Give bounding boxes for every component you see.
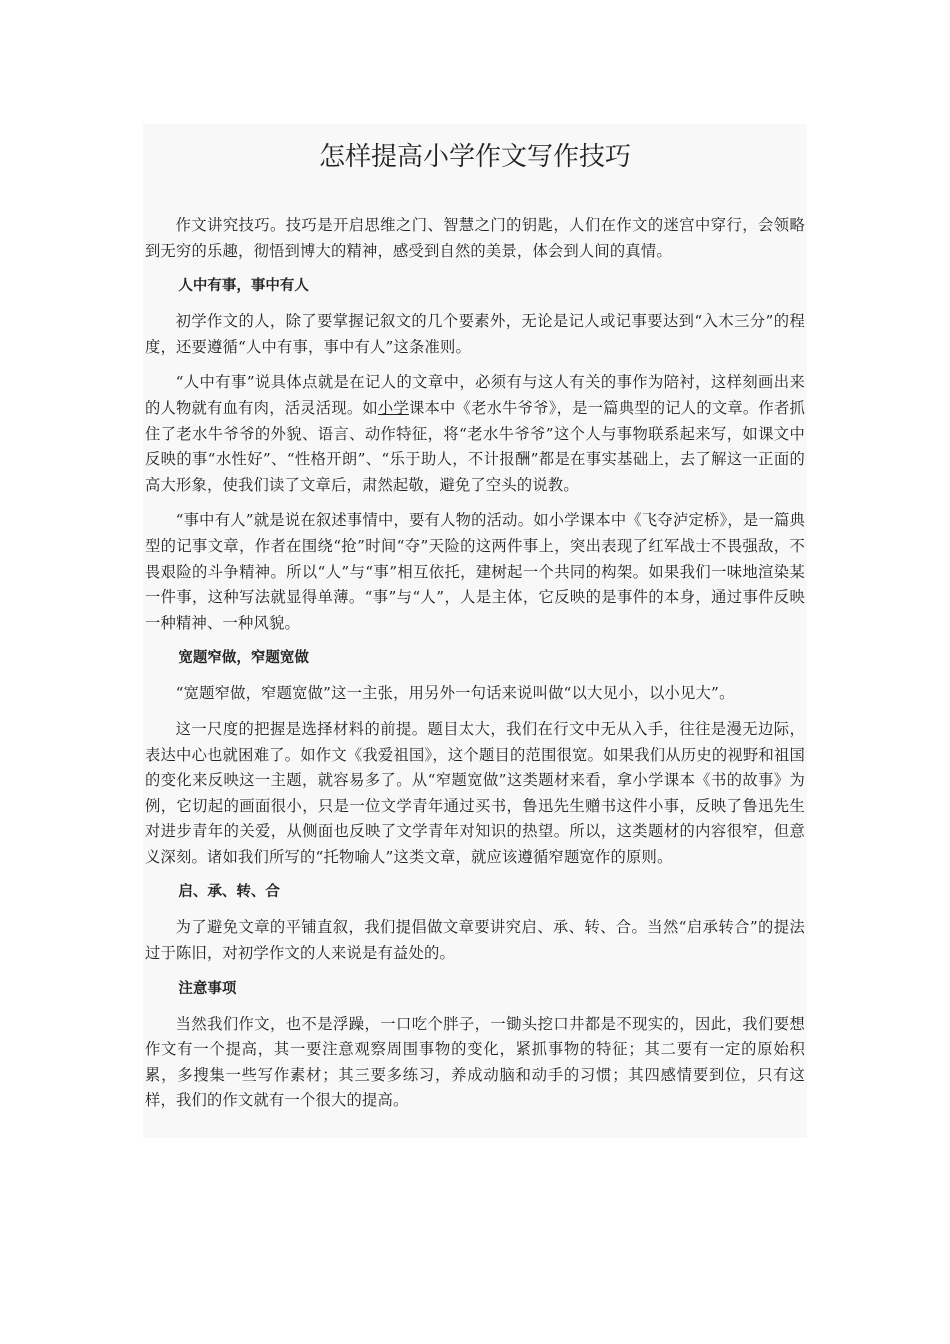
paragraph: 这一尺度的把握是选择材料的前提。题目太大，我们在行文中无从入手，往往是漫无边际，表达中心也就困难了。如作文《我爱祖国》，这个题目的范围很宽。如果我们从历史的视野和祖国的变化来反映这一主题，就容易多了。从“窄题宽做”这类题材来看，拿小学课本《书的故事》为例，它切起的画面很小，只是一位文学青年通过买书，鲁迅先生赠书这件小事，反映了鲁迅先生对进步青年的关爱，从侧面也反映了文学青年对知识的热望。所以，这类题材的内容很窄，但意义深刻。诸如我们所写的“托物喻人”这类文章，就应该遵循窄题宽作的原则。	[145, 719, 805, 866]
paragraph: “宽题窄做，窄题宽做”这一主张，用另外一句话来说叫做“以大见小，以小见大”。	[175, 684, 735, 703]
paragraph: “事中有人”就是说在叙述事情中，要有人物的活动。如小学课本中《飞夺泸定桥》，是一篇典型的记事文章，作者在围绕“抢”时间“夺”天险的这两件事上，突出表现了红军战士不畏强敌，不畏艰险的斗争精神。所以“人”与“事”相互依托，建树起一个共同的构架。如果我们一味地渲染某一件事，这种写法就显得单薄。“事”与“人”，人是主体，它反映的是事件的本身，通过事件反映一种精神、一种风貌。	[145, 511, 805, 632]
paragraph: 为了避免文章的平铺直叙，我们提倡做文章要讲究启、承、转、合。当然“启承转合”的提法过于陈旧，对初学作文的人来说是有益处的。	[145, 918, 805, 963]
article-body	[145, 213, 805, 1114]
paragraph	[145, 370, 805, 498]
paragraph: 当然我们作文，也不是浮躁，一口吃个胖子，一锄头挖口井都是不现实的，因此，我们要想作文有一个提高，其一要注意观察周围事物的变化，紧抓事物的特征；其二要有一定的原始积累，多搜集一些写作素材；其三要多练习，养成动脑和动手的习惯；其四感情要到位，只有这样，我们的作文就有一个很大的提高。	[145, 1014, 805, 1110]
intro-paragraph: 作文讲究技巧。技巧是开启思维之门、智慧之门的钥匙，人们在作文的迷宫中穿行，会领略到无穷的乐趣，彻悟到博大的精神，感受到自然的美景，体会到人间的真情。	[145, 216, 805, 260]
section-heading-2: 宽题窄做，窄题宽做	[178, 650, 309, 667]
page-title: 怎样提高小学作文写作技巧	[318, 142, 631, 172]
section-heading-4: 注意事项	[178, 980, 237, 997]
paragraph: 初学作文的人，除了要掌握记叙文的几个要素外，无论是记人或记事要达到“入木三分”的程度，还要遵循“人中有事，事中有人”这条准则。	[145, 312, 805, 356]
document-page	[143, 124, 807, 1138]
xiaoxue-link[interactable]: 小学	[377, 398, 409, 417]
section-heading-1: 人中有事，事中有人	[178, 278, 309, 295]
paragraph-text: 课本中《老水牛爷爷》，是一篇典型的记人的文章。作者抓住了老水牛爷爷的外貌、语言、动作特征，将“老水牛爷爷”这个人与事物联系起来写，如课文中反映的事“水性好”、“性格开朗”、“乐于助人，不计报酬”都是在事实基础上，去了解这一正面的高大形象，使我们读了文章后，肃然起敬，避免了空头的说教。	[145, 398, 805, 494]
paragraph-text: “人中有事”说具体点就是在记人的文章中，必须有与这人有关的事作为陪衬，这样刻画出来的人物就有血有肉，活灵活现。如	[145, 373, 805, 417]
section-heading-3: 启、承、转、合	[178, 884, 280, 901]
